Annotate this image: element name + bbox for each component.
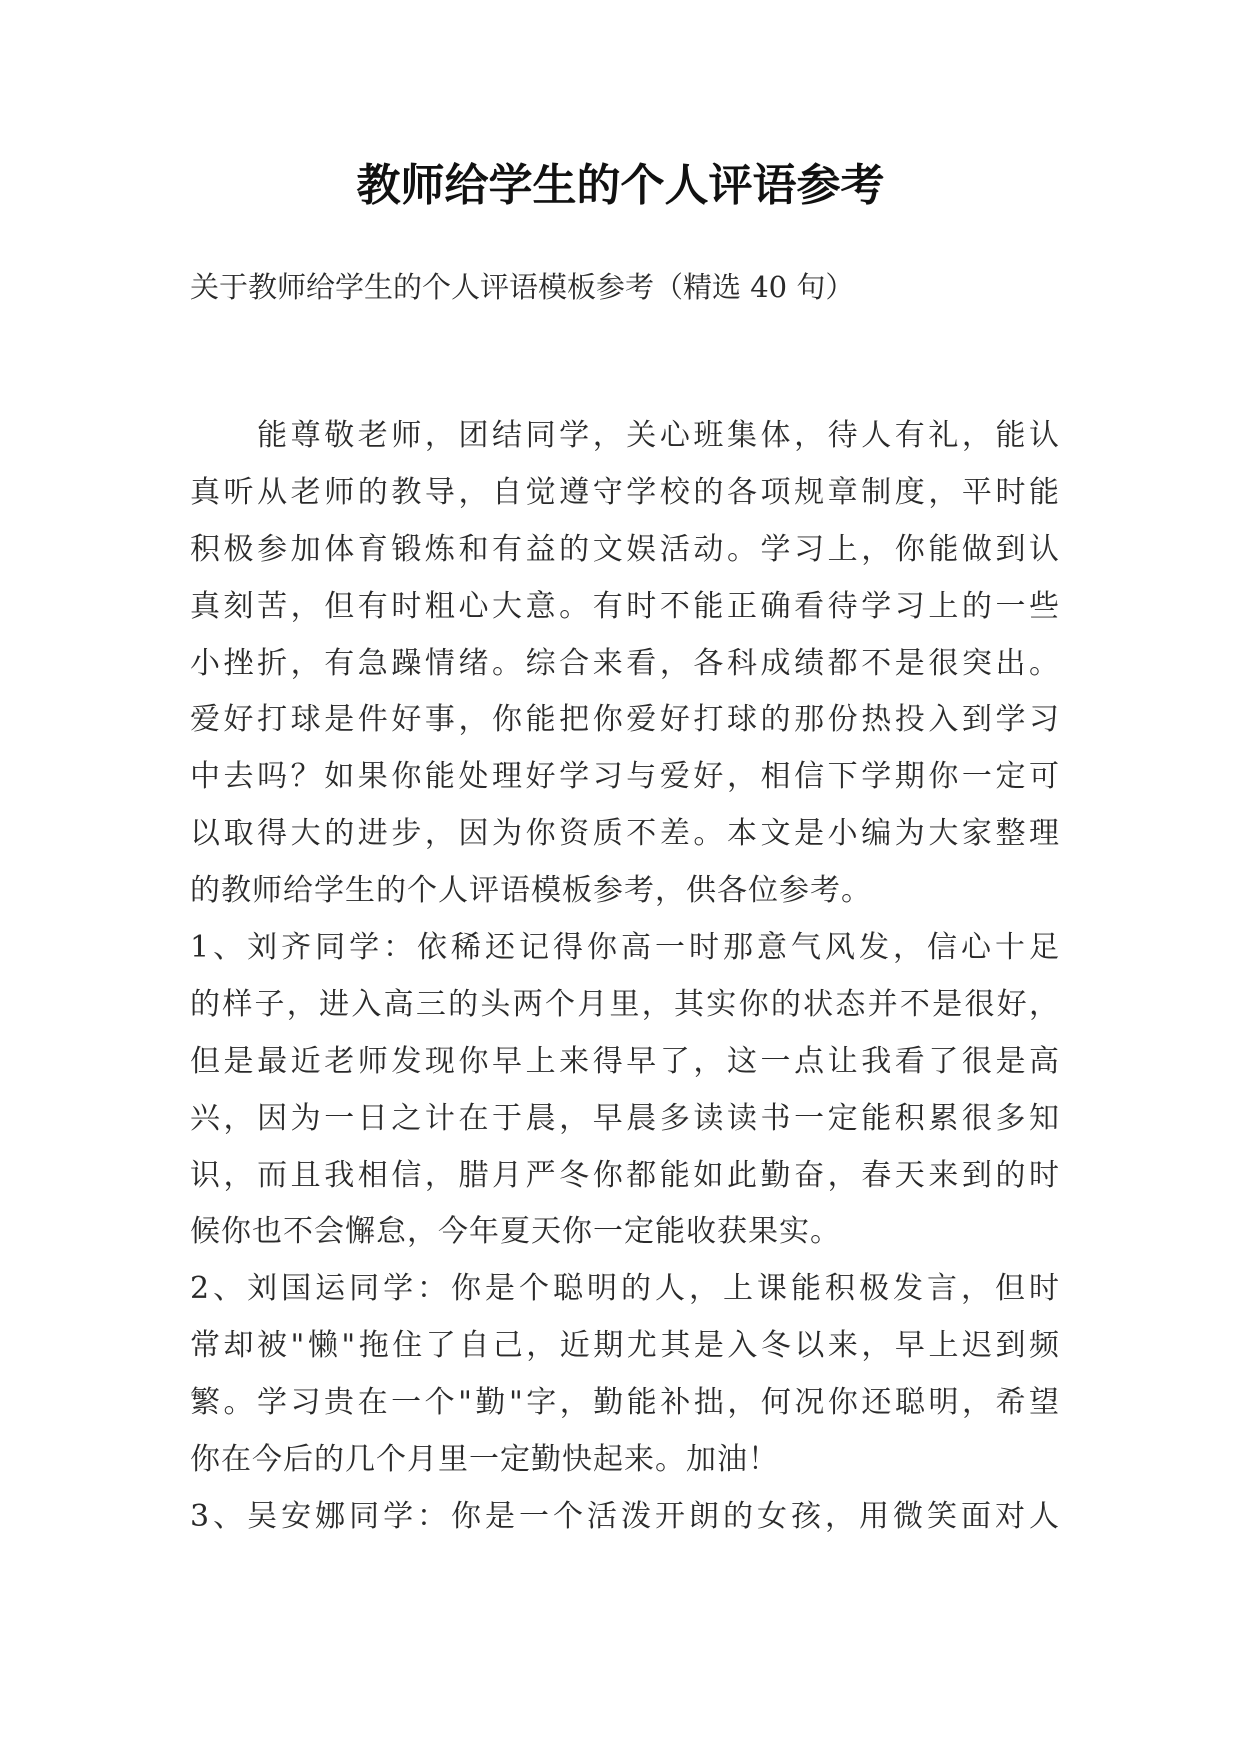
body-line: 但是最近老师发现你早上来得早了，这一点让我看了很是高 [190,1043,1060,1079]
body-line: 爱好打球是件好事，你能把你爱好打球的那份热投入到学习 [190,702,1060,738]
body-line: 小挫折，有急躁情绪。综合来看，各科成绩都不是很突出。 [190,645,1060,681]
document-subtitle: 关于教师给学生的个人评语模板参考（精选 40 句） [190,270,855,304]
body-line: 能尊敬老师，团结同学，关心班集体，待人有礼，能认 [190,418,1060,453]
body-line: 以取得大的进步，因为你资质不差。本文是小编为大家整理 [190,816,1060,852]
body-line: 兴，因为一日之计在于晨，早晨多读读书一定能积累很多知 [190,1100,1060,1136]
body-line: 候你也不会懈怠，今年夏天你一定能收获果实。 [190,1214,841,1250]
body-line: 常却被"懒"拖住了自己，近期尤其是入冬以来，早上迟到频 [190,1328,1060,1364]
body-line: 识，而且我相信，腊月严冬你都能如此勤奋，春天来到的时 [190,1157,1060,1193]
body-line: 繁。学习贵在一个"勤"字，勤能补拙，何况你还聪明，希望 [190,1385,1060,1421]
body-line: 1、刘齐同学：依稀还记得你高一时那意气风发，信心十足 [190,930,1060,966]
body-line: 的教师给学生的个人评语模板参考，供各位参考。 [190,873,872,909]
body-line: 真刻苦，但有时粗心大意。有时不能正确看待学习上的一些 [190,588,1060,624]
document-body [190,408,1060,1546]
document-title: 教师给学生的个人评语参考 [356,160,885,211]
body-line: 积极参加体育锻炼和有益的文娱活动。学习上，你能做到认 [190,531,1060,567]
body-line: 真听从老师的教导，自觉遵守学校的各项规章制度，平时能 [190,474,1060,510]
body-line: 2、刘国运同学：你是个聪明的人，上课能积极发言，但时 [190,1271,1060,1307]
body-line: 3、吴安娜同学：你是一个活泼开朗的女孩，用微笑面对人 [190,1498,1060,1534]
body-line: 中去吗？如果你能处理好学习与爱好，相信下学期你一定可 [190,759,1060,795]
body-line: 你在今后的几个月里一定勤快起来。加油！ [190,1442,779,1478]
body-line: 的样子，进入高三的头两个月里，其实你的状态并不是很好， [190,986,1060,1022]
